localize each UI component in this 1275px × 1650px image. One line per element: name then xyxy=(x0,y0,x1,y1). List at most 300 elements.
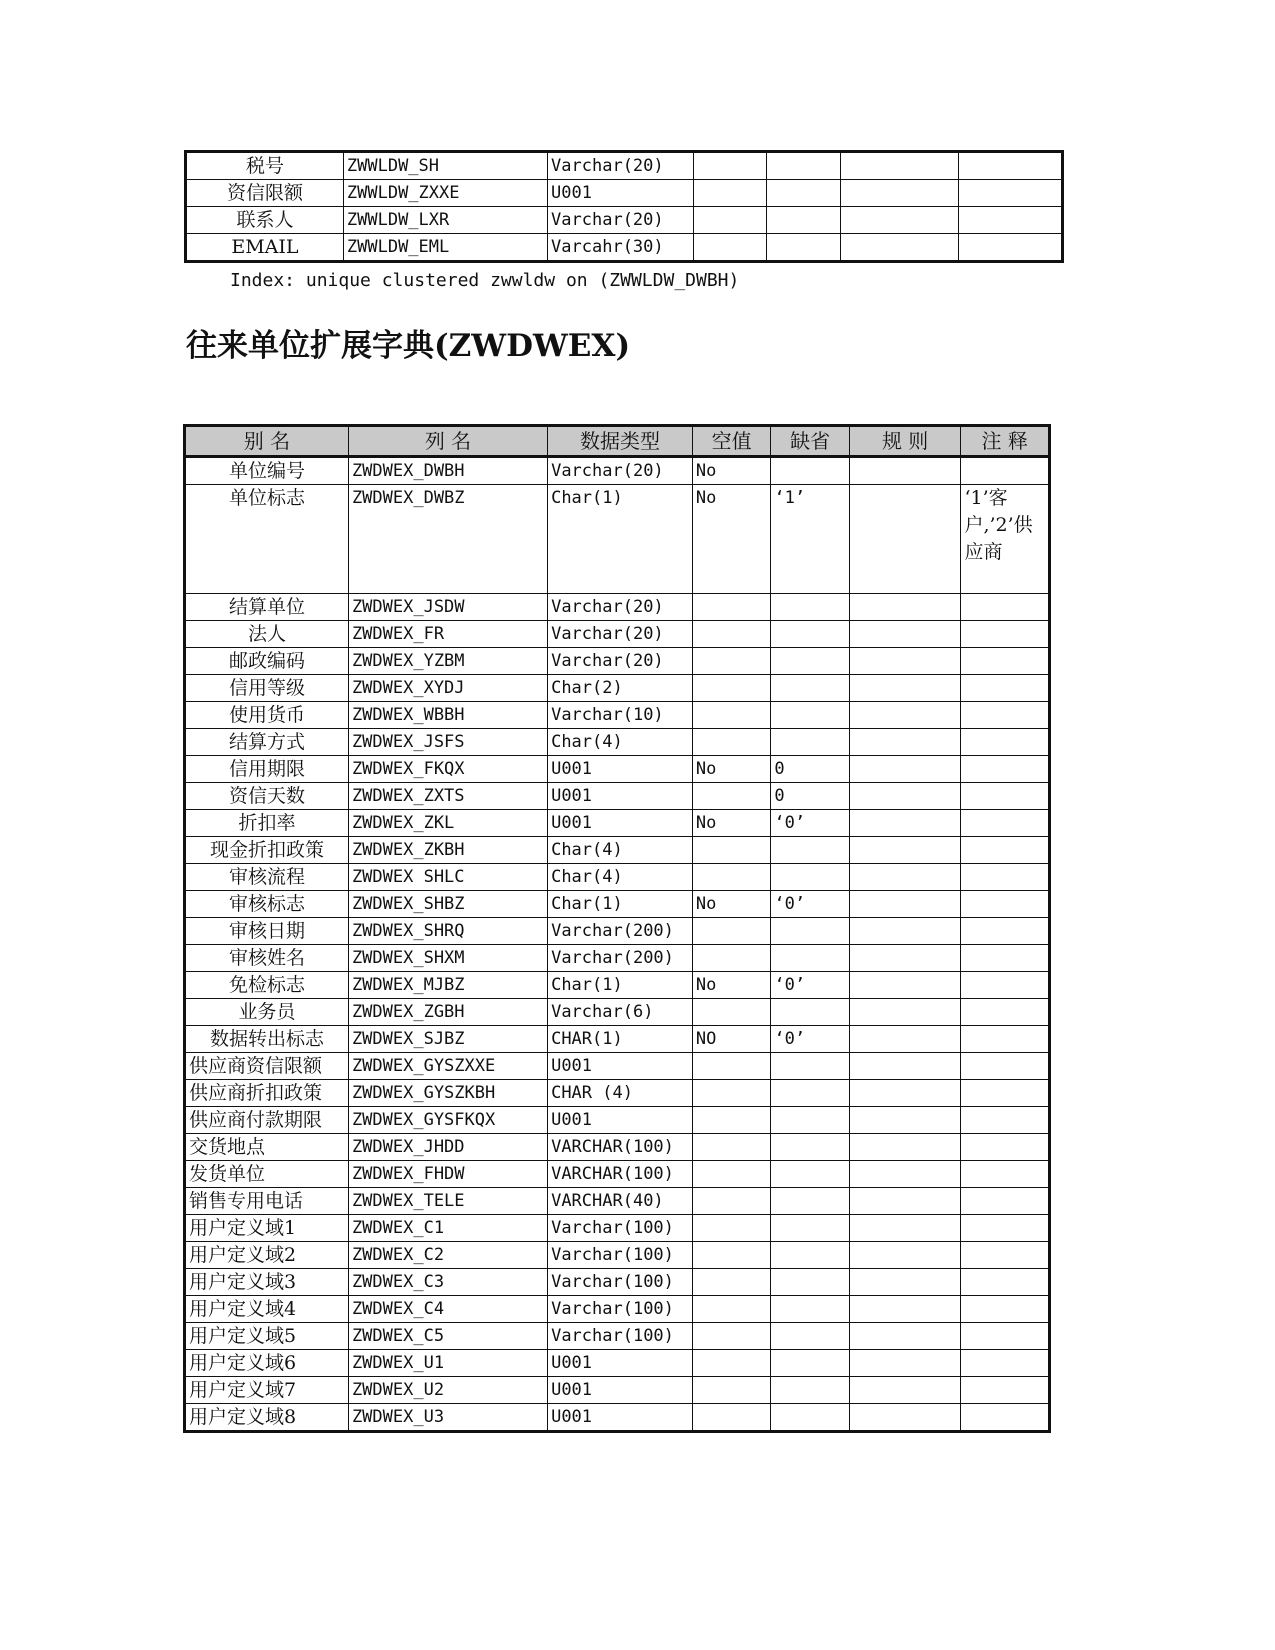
null-cell: NO xyxy=(692,1026,770,1053)
comment-cell xyxy=(961,1107,1050,1134)
table-row xyxy=(185,1188,1050,1215)
index-note: Index: unique clustered zwwldw on (ZWWLDW_DWBH) xyxy=(230,270,740,291)
default-cell xyxy=(771,1134,849,1161)
alias-cell: 销售专用电话 xyxy=(185,1188,349,1215)
column-name-cell: ZWDWEX_TELE xyxy=(348,1188,547,1215)
column-name-cell: ZWDWEX_U2 xyxy=(348,1377,547,1404)
alias-cell: 用户定义域2 xyxy=(185,1242,349,1269)
default-cell xyxy=(771,1215,849,1242)
column-name-cell: ZWWLDW_LXR xyxy=(343,207,547,234)
comment-cell xyxy=(961,457,1050,485)
default-cell xyxy=(767,234,840,262)
default-cell: ‘0’ xyxy=(771,810,849,837)
table-row xyxy=(185,1134,1050,1161)
column-name-cell: ZWDWEX_U1 xyxy=(348,1350,547,1377)
data-type-cell: U001 xyxy=(548,1404,693,1432)
column-name-cell: ZWDWEX_GYSZXXE xyxy=(348,1053,547,1080)
data-type-cell: Varchar(20) xyxy=(548,621,693,648)
column-name-cell: ZWDWEX_ZKL xyxy=(348,810,547,837)
table-row xyxy=(185,1161,1050,1188)
table-row xyxy=(185,675,1050,702)
column-name-cell: ZWWLDW_EML xyxy=(343,234,547,262)
null-cell: No xyxy=(692,756,770,783)
rule-cell xyxy=(849,1080,961,1107)
column-name-cell: ZWDWEX_WBBH xyxy=(348,702,547,729)
default-cell xyxy=(771,457,849,485)
rule-cell xyxy=(849,1323,961,1350)
alias-cell: 供应商付款期限 xyxy=(185,1107,349,1134)
rule-cell xyxy=(849,864,961,891)
table-row xyxy=(185,1350,1050,1377)
header-null: 空值 xyxy=(692,426,770,457)
data-type-cell: U001 xyxy=(548,1053,693,1080)
column-name-cell: ZWDWEX_JSDW xyxy=(348,594,547,621)
comment-cell xyxy=(961,1188,1050,1215)
alias-cell: EMAIL xyxy=(186,234,344,262)
rule-cell xyxy=(849,1269,961,1296)
column-name-cell: ZWWLDW_ZXXE xyxy=(343,180,547,207)
default-cell xyxy=(771,1242,849,1269)
rule-cell xyxy=(849,1377,961,1404)
default-cell xyxy=(771,1323,849,1350)
header-rule: 规 则 xyxy=(849,426,961,457)
null-cell xyxy=(692,1053,770,1080)
alias-cell: 税号 xyxy=(186,152,344,180)
default-cell xyxy=(771,702,849,729)
null-cell xyxy=(692,1377,770,1404)
column-name-cell: ZWDWEX_XYDJ xyxy=(348,675,547,702)
null-cell xyxy=(692,1134,770,1161)
data-type-cell: U001 xyxy=(548,1350,693,1377)
alias-cell: 免检标志 xyxy=(185,972,349,999)
rule-cell xyxy=(849,1242,961,1269)
data-type-cell: U001 xyxy=(548,1377,693,1404)
column-name-cell: ZWDWEX_GYSZKBH xyxy=(348,1080,547,1107)
null-cell xyxy=(692,1242,770,1269)
comment-cell xyxy=(961,1161,1050,1188)
data-type-cell: Varchar(20) xyxy=(548,457,693,485)
default-cell: ‘0’ xyxy=(771,972,849,999)
null-cell xyxy=(692,1269,770,1296)
data-type-cell: Varchar(20) xyxy=(548,594,693,621)
null-cell xyxy=(692,1215,770,1242)
table-row xyxy=(185,756,1050,783)
default-cell xyxy=(771,1188,849,1215)
default-cell xyxy=(771,837,849,864)
null-cell xyxy=(692,1323,770,1350)
default-cell xyxy=(771,1107,849,1134)
rule-cell xyxy=(849,457,961,485)
alias-cell: 供应商资信限额 xyxy=(185,1053,349,1080)
alias-cell: 审核日期 xyxy=(185,918,349,945)
alias-cell: 联系人 xyxy=(186,207,344,234)
rule-cell xyxy=(849,648,961,675)
alias-cell: 用户定义域7 xyxy=(185,1377,349,1404)
comment-cell xyxy=(961,1323,1050,1350)
header-data-type: 数据类型 xyxy=(548,426,693,457)
null-cell xyxy=(692,864,770,891)
rule-cell xyxy=(849,1134,961,1161)
default-cell xyxy=(771,1404,849,1432)
null-cell xyxy=(692,837,770,864)
rule-cell xyxy=(840,152,959,180)
rule-cell xyxy=(849,1404,961,1432)
null-cell: No xyxy=(692,485,770,594)
data-type-cell: Varchar(20) xyxy=(548,152,694,180)
data-type-cell: U001 xyxy=(548,783,693,810)
comment-cell xyxy=(961,648,1050,675)
alias-cell: 法人 xyxy=(185,621,349,648)
null-cell: No xyxy=(692,972,770,999)
comment-cell xyxy=(961,1080,1050,1107)
rule-cell xyxy=(849,1350,961,1377)
comment-cell xyxy=(961,1377,1050,1404)
data-type-cell: Varchar(100) xyxy=(548,1242,693,1269)
null-cell xyxy=(692,702,770,729)
column-name-cell: ZWDWEX_DWBZ xyxy=(348,485,547,594)
column-name-cell: ZWDWEX_FHDW xyxy=(348,1161,547,1188)
comment-cell xyxy=(961,729,1050,756)
header-column-name: 列 名 xyxy=(348,426,547,457)
comment-cell xyxy=(961,1026,1050,1053)
data-type-cell: VARCHAR(100) xyxy=(548,1161,693,1188)
alias-cell: 用户定义域4 xyxy=(185,1296,349,1323)
column-name-cell: ZWDWEX_SHRQ xyxy=(348,918,547,945)
column-name-cell: ZWDWEX_FR xyxy=(348,621,547,648)
default-cell xyxy=(771,675,849,702)
alias-cell: 单位编号 xyxy=(185,457,349,485)
header-alias: 别 名 xyxy=(185,426,349,457)
alias-cell: 发货单位 xyxy=(185,1161,349,1188)
data-type-cell: Varchar(20) xyxy=(548,648,693,675)
data-type-cell: Varchar(200) xyxy=(548,918,693,945)
default-cell xyxy=(771,648,849,675)
column-name-cell: ZWDWEX_DWBH xyxy=(348,457,547,485)
data-type-cell: Varchar(10) xyxy=(548,702,693,729)
data-type-cell: U001 xyxy=(548,810,693,837)
rule-cell xyxy=(840,234,959,262)
table-row xyxy=(185,999,1050,1026)
table-row xyxy=(185,1053,1050,1080)
rule-cell xyxy=(840,180,959,207)
alias-cell: 信用等级 xyxy=(185,675,349,702)
null-cell xyxy=(692,1404,770,1432)
comment-cell xyxy=(961,810,1050,837)
default-cell xyxy=(771,1269,849,1296)
data-type-cell: Varchar(100) xyxy=(548,1323,693,1350)
data-type-cell: CHAR(1) xyxy=(548,1026,693,1053)
rule-cell xyxy=(849,783,961,810)
default-cell xyxy=(771,945,849,972)
data-type-cell: Varchar(200) xyxy=(548,945,693,972)
alias-cell: 单位标志 xyxy=(185,485,349,594)
default-cell xyxy=(767,152,840,180)
rule-cell xyxy=(849,729,961,756)
comment-cell xyxy=(961,1053,1050,1080)
comment-cell: ‘1’客户,’2’供应商 xyxy=(961,485,1050,594)
column-name-cell: ZWDWEX_JSFS xyxy=(348,729,547,756)
header-row xyxy=(185,426,1050,457)
rule-cell xyxy=(849,1188,961,1215)
alias-cell: 用户定义域1 xyxy=(185,1215,349,1242)
null-cell xyxy=(692,594,770,621)
data-type-cell: U001 xyxy=(548,180,694,207)
column-name-cell: ZWDWEX_C2 xyxy=(348,1242,547,1269)
default-cell: 0 xyxy=(771,783,849,810)
comment-cell xyxy=(961,918,1050,945)
data-type-cell: Varchar(20) xyxy=(548,207,694,234)
alias-cell: 结算方式 xyxy=(185,729,349,756)
table-row xyxy=(185,918,1050,945)
data-type-cell: Char(4) xyxy=(548,864,693,891)
data-type-cell: Char(4) xyxy=(548,837,693,864)
comment-cell xyxy=(961,594,1050,621)
null-cell: No xyxy=(692,457,770,485)
table-row xyxy=(185,485,1050,594)
null-cell xyxy=(692,918,770,945)
table-row xyxy=(185,621,1050,648)
table-row xyxy=(185,972,1050,999)
alias-cell: 数据转出标志 xyxy=(185,1026,349,1053)
alias-cell: 邮政编码 xyxy=(185,648,349,675)
data-type-cell: Varchar(100) xyxy=(548,1296,693,1323)
column-name-cell: ZWDWEX_C3 xyxy=(348,1269,547,1296)
column-name-cell: ZWDWEX_ZKBH xyxy=(348,837,547,864)
alias-cell: 审核标志 xyxy=(185,891,349,918)
alias-cell: 结算单位 xyxy=(185,594,349,621)
table-row xyxy=(186,207,1063,234)
comment-cell xyxy=(961,837,1050,864)
column-name-cell: ZWDWEX_FKQX xyxy=(348,756,547,783)
column-name-cell: ZWDWEX_SJBZ xyxy=(348,1026,547,1053)
comment-cell xyxy=(961,864,1050,891)
table-row xyxy=(185,783,1050,810)
rule-cell xyxy=(849,999,961,1026)
column-name-cell: ZWDWEX_C4 xyxy=(348,1296,547,1323)
table-row xyxy=(185,1026,1050,1053)
data-type-cell: VARCHAR(40) xyxy=(548,1188,693,1215)
header-default: 缺省 xyxy=(771,426,849,457)
alias-cell: 用户定义域6 xyxy=(185,1350,349,1377)
data-type-cell: Char(4) xyxy=(548,729,693,756)
alias-cell: 供应商折扣政策 xyxy=(185,1080,349,1107)
table-row xyxy=(185,1404,1050,1432)
default-cell xyxy=(771,729,849,756)
comment-cell xyxy=(961,783,1050,810)
default-cell xyxy=(771,1080,849,1107)
null-cell xyxy=(692,783,770,810)
default-cell xyxy=(771,999,849,1026)
comment-cell xyxy=(959,207,1063,234)
alias-cell: 用户定义域3 xyxy=(185,1269,349,1296)
data-type-cell: VARCHAR(100) xyxy=(548,1134,693,1161)
null-cell: No xyxy=(692,891,770,918)
rule-cell xyxy=(849,1026,961,1053)
rule-cell xyxy=(849,918,961,945)
table-row xyxy=(185,1323,1050,1350)
comment-cell xyxy=(961,1215,1050,1242)
default-cell xyxy=(771,1350,849,1377)
table-row xyxy=(185,945,1050,972)
rule-cell xyxy=(849,1053,961,1080)
alias-cell: 资信限额 xyxy=(186,180,344,207)
alias-cell: 信用期限 xyxy=(185,756,349,783)
comment-cell xyxy=(961,999,1050,1026)
comment-cell xyxy=(961,1242,1050,1269)
table-row xyxy=(185,1242,1050,1269)
rule-cell xyxy=(849,1107,961,1134)
alias-cell: 审核流程 xyxy=(185,864,349,891)
column-name-cell: ZWDWEX_JHDD xyxy=(348,1134,547,1161)
comment-cell xyxy=(959,234,1063,262)
data-type-cell: Varchar(6) xyxy=(548,999,693,1026)
comment-cell xyxy=(961,702,1050,729)
data-type-cell: Char(1) xyxy=(548,972,693,999)
alias-cell: 折扣率 xyxy=(185,810,349,837)
null-cell xyxy=(692,621,770,648)
comment-cell xyxy=(961,891,1050,918)
table-row xyxy=(185,729,1050,756)
comment-cell xyxy=(961,1269,1050,1296)
null-cell xyxy=(692,1188,770,1215)
field-table-zwwldw-continued xyxy=(184,150,1064,263)
default-cell: ‘0’ xyxy=(771,1026,849,1053)
null-cell xyxy=(692,945,770,972)
default-cell: ‘1’ xyxy=(771,485,849,594)
null-cell xyxy=(693,180,766,207)
field-table-zwdwex xyxy=(183,424,1051,1433)
default-cell xyxy=(771,918,849,945)
table-row xyxy=(185,891,1050,918)
header-comment: 注 释 xyxy=(961,426,1050,457)
rule-cell xyxy=(849,1296,961,1323)
null-cell xyxy=(692,729,770,756)
column-name-cell: ZWDWEX_ZGBH xyxy=(348,999,547,1026)
table-row xyxy=(185,1377,1050,1404)
rule-cell xyxy=(849,756,961,783)
alias-cell: 资信天数 xyxy=(185,783,349,810)
comment-cell xyxy=(961,675,1050,702)
alias-cell: 现金折扣政策 xyxy=(185,837,349,864)
table-row xyxy=(185,594,1050,621)
table-row xyxy=(185,457,1050,485)
table-row xyxy=(185,648,1050,675)
data-type-cell: U001 xyxy=(548,1107,693,1134)
data-type-cell: CHAR (4) xyxy=(548,1080,693,1107)
rule-cell xyxy=(849,972,961,999)
null-cell xyxy=(692,1161,770,1188)
rule-cell xyxy=(840,207,959,234)
rule-cell xyxy=(849,1215,961,1242)
null-cell xyxy=(692,648,770,675)
rule-cell xyxy=(849,837,961,864)
alias-cell: 用户定义域8 xyxy=(185,1404,349,1432)
table-row xyxy=(185,1296,1050,1323)
alias-cell: 使用货币 xyxy=(185,702,349,729)
default-cell xyxy=(771,621,849,648)
column-name-cell: ZWDWEX_SHXM xyxy=(348,945,547,972)
alias-cell: 交货地点 xyxy=(185,1134,349,1161)
data-type-cell: Varcahr(30) xyxy=(548,234,694,262)
default-cell xyxy=(771,1161,849,1188)
null-cell xyxy=(692,1107,770,1134)
column-name-cell: ZWDWEX_C1 xyxy=(348,1215,547,1242)
section-title: 往来单位扩展字典(ZWDWEX) xyxy=(186,328,631,364)
data-type-cell: Char(1) xyxy=(548,485,693,594)
null-cell: No xyxy=(692,810,770,837)
default-cell xyxy=(771,1053,849,1080)
table-row xyxy=(186,234,1063,262)
null-cell xyxy=(692,1296,770,1323)
table-row xyxy=(185,864,1050,891)
rule-cell xyxy=(849,810,961,837)
rule-cell xyxy=(849,891,961,918)
default-cell: ‘0’ xyxy=(771,891,849,918)
default-cell xyxy=(771,594,849,621)
null-cell xyxy=(692,999,770,1026)
comment-cell xyxy=(961,621,1050,648)
column-name-cell: ZWDWEX_U3 xyxy=(348,1404,547,1432)
null-cell xyxy=(693,207,766,234)
rule-cell xyxy=(849,945,961,972)
rule-cell xyxy=(849,675,961,702)
null-cell xyxy=(692,675,770,702)
default-cell xyxy=(767,180,840,207)
rule-cell xyxy=(849,485,961,594)
null-cell xyxy=(693,152,766,180)
table-row xyxy=(185,837,1050,864)
table-row xyxy=(185,1215,1050,1242)
table-row xyxy=(186,152,1063,180)
table-row xyxy=(185,1080,1050,1107)
null-cell xyxy=(692,1080,770,1107)
comment-cell xyxy=(959,152,1063,180)
default-cell xyxy=(771,1296,849,1323)
table-row xyxy=(185,810,1050,837)
rule-cell xyxy=(849,702,961,729)
table-row xyxy=(186,180,1063,207)
table-row xyxy=(185,1269,1050,1296)
column-name-cell: ZWDWEX_MJBZ xyxy=(348,972,547,999)
alias-cell: 业务员 xyxy=(185,999,349,1026)
column-name-cell: ZWDWEX_YZBM xyxy=(348,648,547,675)
comment-cell xyxy=(961,945,1050,972)
comment-cell xyxy=(959,180,1063,207)
rule-cell xyxy=(849,594,961,621)
column-name-cell: ZWDWEX_SHBZ xyxy=(348,891,547,918)
comment-cell xyxy=(961,972,1050,999)
alias-cell: 用户定义域5 xyxy=(185,1323,349,1350)
default-cell xyxy=(767,207,840,234)
alias-cell: 审核姓名 xyxy=(185,945,349,972)
comment-cell xyxy=(961,1404,1050,1432)
data-type-cell: Char(2) xyxy=(548,675,693,702)
table-row xyxy=(185,1107,1050,1134)
column-name-cell: ZWDWEX_GYSFKQX xyxy=(348,1107,547,1134)
data-type-cell: U001 xyxy=(548,756,693,783)
default-cell: 0 xyxy=(771,756,849,783)
null-cell xyxy=(693,234,766,262)
default-cell xyxy=(771,1377,849,1404)
data-type-cell: Char(1) xyxy=(548,891,693,918)
null-cell xyxy=(692,1350,770,1377)
table-row xyxy=(185,702,1050,729)
comment-cell xyxy=(961,1350,1050,1377)
comment-cell xyxy=(961,756,1050,783)
column-name-cell: ZWDWEX_ZXTS xyxy=(348,783,547,810)
comment-cell xyxy=(961,1296,1050,1323)
column-name-cell: ZWDWEX_C5 xyxy=(348,1323,547,1350)
